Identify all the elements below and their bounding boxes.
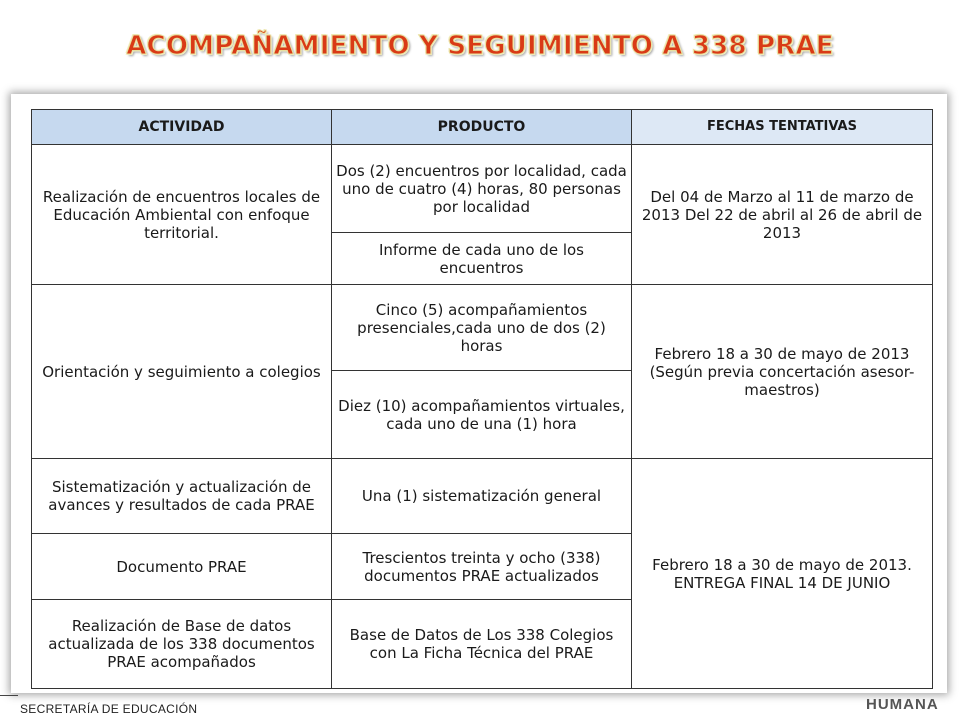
table-row xyxy=(32,145,933,233)
slide-title: ACOMPAÑAMIENTO Y SEGUIMIENTO A 338 PRAE xyxy=(126,31,834,61)
footer-divider xyxy=(0,695,18,696)
activities-table xyxy=(31,109,933,689)
footer-logo: HUMANA xyxy=(866,696,939,713)
header-actividad: ACTIVIDAD xyxy=(32,110,332,145)
product-cell: Trescientos treinta y ocho (338) documentos PRAE actualizados xyxy=(332,534,632,600)
product-cell: Diez (10) acompañamientos virtuales, cada uno de una (1) hora xyxy=(332,371,632,459)
activity-cell: Realización de Base de datos actualizada de los 338 documentos PRAE acompañados xyxy=(32,600,332,689)
footer-department: SECRETARÍA DE EDUCACIÓN xyxy=(20,702,198,716)
dates-cell: Febrero 18 a 30 de mayo de 2013 (Según previa concertación asesor-maestros) xyxy=(632,285,933,459)
dates-cell: Febrero 18 a 30 de mayo de 2013. ENTREGA FINAL 14 DE JUNIO xyxy=(632,459,933,689)
header-fechas: FECHAS TENTATIVAS xyxy=(632,110,933,145)
product-cell: Base de Datos de Los 338 Colegios con La Ficha Técnica del PRAE xyxy=(332,600,632,689)
dates-cell: Del 04 de Marzo al 11 de marzo de 2013 Del 22 de abril al 26 de abril de 2013 xyxy=(632,145,933,285)
table-row xyxy=(32,459,933,534)
table-header-row xyxy=(32,110,933,145)
activity-cell: Sistematización y actualización de avances y resultados de cada PRAE xyxy=(32,459,332,534)
activity-cell: Orientación y seguimiento a colegios xyxy=(32,285,332,459)
activity-cell: Documento PRAE xyxy=(32,534,332,600)
product-cell: Dos (2) encuentros por localidad, cada uno de cuatro (4) horas, 80 personas por localidad xyxy=(332,145,632,233)
activity-cell: Realización de encuentros locales de Educación Ambiental con enfoque territorial. xyxy=(32,145,332,285)
header-producto: PRODUCTO xyxy=(332,110,632,145)
product-cell: Una (1) sistematización general xyxy=(332,459,632,534)
product-cell: Cinco (5) acompañamientos presenciales,cada uno de dos (2) horas xyxy=(332,285,632,371)
product-cell: Informe de cada uno de los encuentros xyxy=(332,233,632,285)
table-row xyxy=(32,285,933,371)
